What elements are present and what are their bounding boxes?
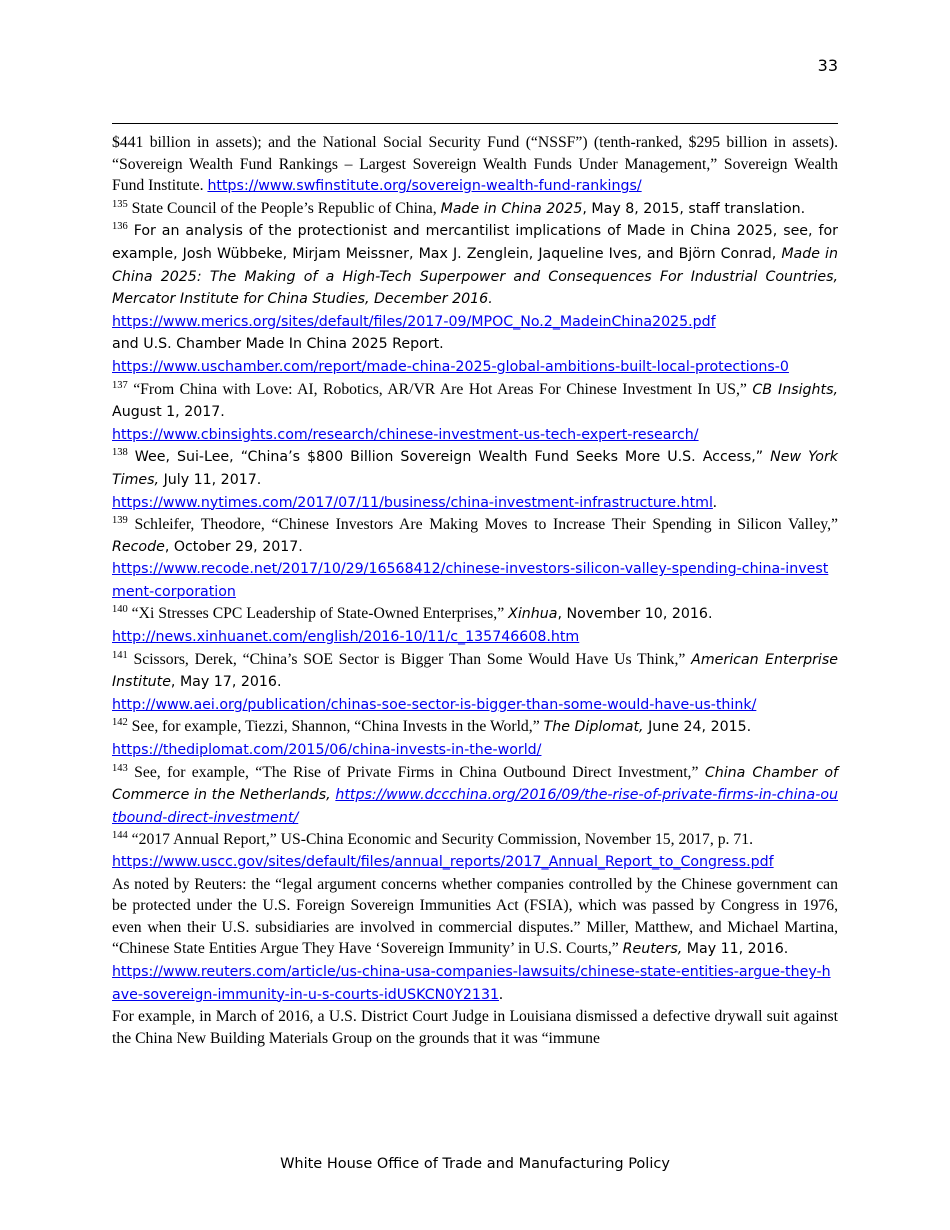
example-paragraph <box>112 1006 838 1049</box>
footnote-text: , November 10, 2016. <box>557 606 713 623</box>
footnote-link[interactable]: https://www.nytimes.com/2017/07/11/business/china-investment-infrastructure.html <box>112 494 713 511</box>
paragraph-link[interactable]: https://www.reuters.com/article/us-china-usa-companies-lawsuits/chinese-state-entities-argue-they-have-sovereign-immunity-in-u-s-courts-idUSKCN0Y2131 <box>112 963 831 1003</box>
footnote-text: Wee, Sui-Lee, “China’s $800 Billion Sovereign Wealth Fund Seeks More U.S. Access,” <box>127 449 771 466</box>
paragraph-text: For example, in March of 2016, a U.S. District Court Judge in Louisiana dismissed a defective drywall suit against the China New Building Materials Group on the grounds that it was “immune <box>112 1008 838 1047</box>
paragraph-punctuation: . <box>499 985 503 1003</box>
footnote-title: Xinhua <box>508 606 558 623</box>
footnote-link[interactable]: https://www.uscc.gov/sites/default/files/annual_reports/2017_Annual_Report_to_Congress.pdf <box>112 854 774 870</box>
footnote-link[interactable]: https://www.recode.net/2017/10/29/16568412/chinese-investors-silicon-valley-spending-china-investment-corporation <box>112 561 829 600</box>
footnote-136-text2 <box>112 333 838 356</box>
footnote-link[interactable]: https://thediplomat.com/2015/06/china-invests-in-the-world/ <box>112 742 542 759</box>
footnote-continued <box>112 132 838 198</box>
footnote-text: , May 8, 2015, staff translation. <box>582 200 806 217</box>
footnote-144-url <box>112 851 838 874</box>
footnote-136-url2 <box>112 356 838 379</box>
footnote-link[interactable]: http://www.aei.org/publication/chinas-soe-sector-is-bigger-than-some-would-have-us-think/ <box>112 696 757 713</box>
footnote-title: Made in China 2025 <box>440 200 583 217</box>
footnote-140 <box>112 603 838 626</box>
footnote-text: State Council of the People’s Republic of China, <box>127 199 441 217</box>
footnote-138-url <box>112 492 838 515</box>
footnote-137-url <box>112 424 838 447</box>
footnote-text: Scissors, Derek, “China’s SOE Sector is Bigger Than Some Would Have Us Think,” <box>127 650 692 668</box>
footnote-link[interactable]: https://www.dccchina.org/2016/09/the-rise-of-private-firms-in-china-outbound-direct-investment/ <box>112 787 838 826</box>
footnote-text: “Xi Stresses CPC Leadership of State-Owned Enterprises,” <box>127 605 509 623</box>
footnote-144 <box>112 829 838 851</box>
page-number: 33 <box>817 56 838 75</box>
footnote-143 <box>112 762 838 830</box>
paragraph-text: May 11, 2016. <box>682 941 789 958</box>
footnote-text: “2017 Annual Report,” US-China Economic and Security Commission, November 15, 2017, p. 71. <box>127 831 753 849</box>
footnote-title: CB Insights, <box>752 381 839 398</box>
footnote-separator <box>112 123 838 124</box>
footnote-139-url <box>112 558 838 603</box>
footnote-number: 137 <box>112 379 128 391</box>
footnote-142-url <box>112 739 838 762</box>
footnote-141-url <box>112 694 838 717</box>
footnote-135 <box>112 198 838 221</box>
page-footer: White House Office of Trade and Manufacturing Policy <box>280 1156 670 1172</box>
footnote-title: American Enterprise Institute <box>112 651 838 691</box>
footnote-link[interactable]: https://www.cbinsights.com/research/chinese-investment-us-tech-expert-research/ <box>112 426 699 443</box>
footnote-title: The Diplomat, <box>543 719 644 736</box>
footnote-text: , October 29, 2017. <box>164 538 303 555</box>
footnote-139 <box>112 514 838 558</box>
footnote-142 <box>112 716 838 739</box>
footnote-text: July 11, 2017. <box>159 471 262 488</box>
footnote-text: “From China with Love: AI, Robotics, AR/VR Are Hot Areas For Chinese Investment In US,” <box>127 380 753 398</box>
footnote-punctuation: . <box>712 493 717 511</box>
footnote-title: Recode <box>112 538 165 555</box>
footnote-number: 143 <box>112 762 128 774</box>
footnote-number: 142 <box>112 717 128 729</box>
footnote-text: For an analysis of the protectionist and mercantilist implications of Made in China 2025, see, for example, Josh Wübbeke, Mirjam Meissner, Max J. Zenglein, Jaqueline Ives, and Björn Conrad, <box>112 223 838 262</box>
footnote-number: 144 <box>112 830 128 842</box>
paragraph-title: Reuters, <box>622 941 683 958</box>
footnote-text: , May 17, 2016. <box>170 674 282 691</box>
footnote-text: $441 billion in assets); and the National Social Security Fund (“NSSF”) (tenth-ranked, $295 billion in assets). “Sovereign Wealth Fund Rankings – Largest Sovereign Wealth Funds Under Management,” Sovereign Wealth Fund Institute. <box>112 134 838 195</box>
footnote-link[interactable]: https://www.swfinstitute.org/sovereign-wealth-fund-rankings/ <box>207 178 642 195</box>
footnote-text: June 24, 2015. <box>643 719 752 736</box>
footnotes <box>112 132 838 1049</box>
footnote-title: New York Times, <box>112 449 838 488</box>
footnote-text: and U.S. Chamber Made In China 2025 Report. <box>112 336 444 353</box>
footnote-text: See, for example, “The Rise of Private Firms in China Outbound Direct Investment,” <box>127 763 705 781</box>
footnote-text: August 1, 2017. <box>112 404 225 421</box>
footnote-137 <box>112 379 838 424</box>
footnote-number: 138 <box>112 447 128 459</box>
footnote-number: 141 <box>112 649 128 661</box>
footnote-140-url <box>112 626 838 649</box>
footnote-136 <box>112 220 838 310</box>
reuters-paragraph <box>112 874 838 961</box>
footnote-141 <box>112 649 838 694</box>
footnote-title: China Chamber of Commerce in the Netherlands, <box>112 764 838 804</box>
footnote-link[interactable]: https://www.uschamber.com/report/made-china-2025-global-ambitions-built-local-protections-0 <box>112 358 789 375</box>
paragraph-text: As noted by Reuters: the “legal argument concerns whether companies controlled by the Chinese government can be protected under the U.S. Foreign Sovereign Immunities Act (FSIA), which was passed by Congress in 1976, even when their U.S. subsidiaries are involved in commercial disputes.” Miller, Matthew, and Michael Martina, “Chinese State Entities Argue They Have ‘Sovereign Immunity’ in U.S. Courts,” <box>112 875 838 958</box>
reuters-url <box>112 961 838 1006</box>
footnote-number: 140 <box>112 604 128 616</box>
footnote-number: 136 <box>112 221 128 233</box>
footnote-138 <box>112 446 838 491</box>
footnote-number: 139 <box>112 514 128 526</box>
footnote-number: 135 <box>112 198 128 210</box>
footnote-136-url1 <box>112 311 838 334</box>
footnote-text: See, for example, Tiezzi, Shannon, “China Invests in the World,” <box>127 718 544 736</box>
footnote-link[interactable]: https://www.merics.org/sites/default/files/2017-09/MPOC_No.2_MadeinChina2025.pdf <box>112 313 716 330</box>
footnote-text: Schleifer, Theodore, “Chinese Investors Are Making Moves to Increase Their Spending in Silicon Valley,” <box>127 516 838 534</box>
footnote-title: Made in China 2025: The Making of a High-Tech Superpower and Consequences For Industrial Countries, Mercator Institute for China Studies, December 2016. <box>112 245 838 308</box>
footnote-link[interactable]: http://news.xinhuanet.com/english/2016-10/11/c_135746608.htm <box>112 629 580 646</box>
